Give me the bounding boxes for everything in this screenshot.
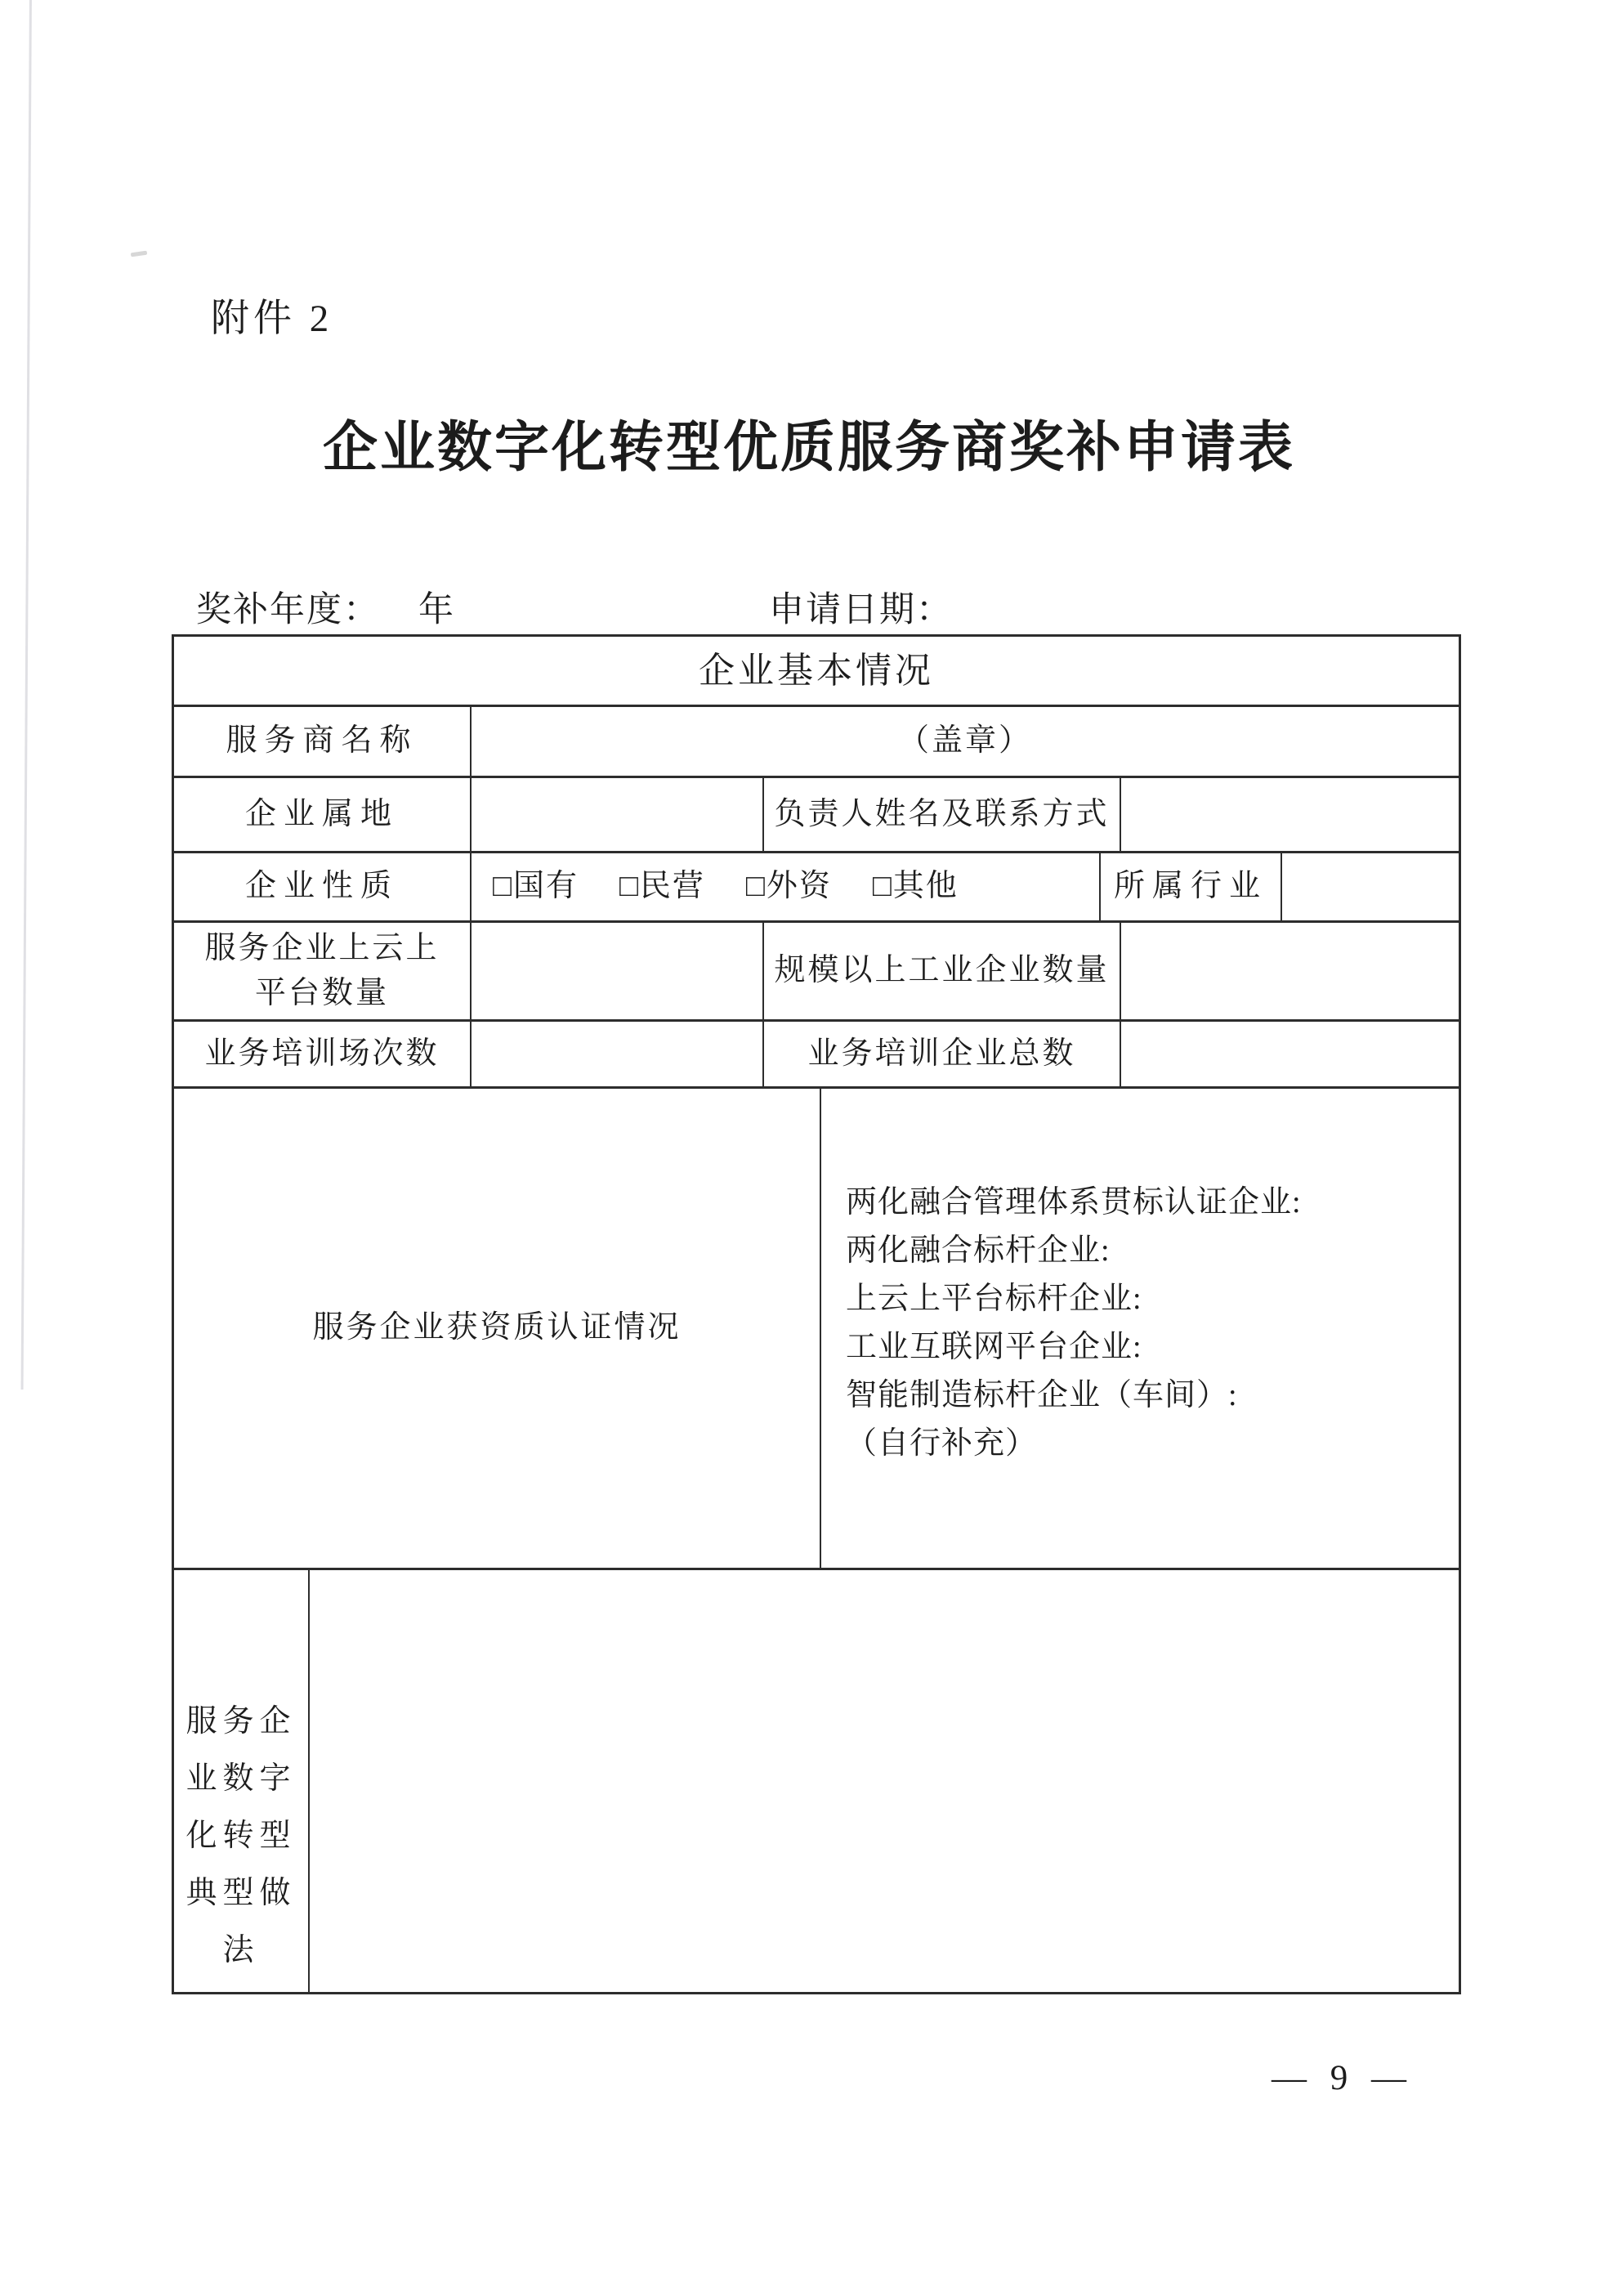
cloud-platform-label-line2: 平台数量 (254, 976, 389, 1010)
contact-label: 负责人姓名及联系方式 (762, 778, 1120, 851)
checkbox-option-other: □其他 (872, 869, 959, 904)
page-number: — 9 — (1272, 2059, 1414, 2097)
cloud-platform-label-line1: 服务企业上云上 (204, 930, 440, 965)
cloud-platform-label (174, 923, 470, 1019)
provider-name-label: 服务商名称 (226, 723, 418, 759)
practice-label (174, 1570, 308, 1992)
scan-artifact-speck (131, 251, 148, 257)
table-row-qualification (174, 1086, 1459, 1568)
training-sessions-value-cell (470, 1022, 762, 1086)
scale-enterprises-value-cell (1120, 923, 1459, 1019)
checkbox-option-private: □民营 (619, 869, 705, 904)
table-row-provider-name (174, 705, 1459, 776)
scan-artifact-line (21, 0, 32, 1390)
nature-label: 企业性质 (244, 869, 399, 904)
practice-label-line2: 业数字 (185, 1761, 297, 1796)
table-row-location (174, 776, 1459, 851)
industry-label: 所属行业 (1099, 853, 1281, 920)
location-label: 企业属地 (244, 796, 399, 831)
scale-enterprises-label: 规模以上工业企业数量 (762, 923, 1120, 1019)
qualification-label: 服务企业获资质认证情况 (312, 1310, 682, 1345)
industry-value-cell (1281, 853, 1459, 920)
qualification-items-cell (820, 1089, 1459, 1568)
table-row-typical-practice (174, 1568, 1459, 1992)
qualification-item-integration-certified: 两化融合管理体系贯标认证企业: (846, 1185, 1302, 1220)
section-header: 企业基本情况 (699, 650, 934, 691)
training-total-value-cell (1120, 1022, 1459, 1086)
practice-label-line4: 典型做 (185, 1876, 297, 1910)
nature-options-cell (470, 853, 1099, 920)
table-row-training (174, 1019, 1459, 1086)
qualification-item-cloud-benchmark: 上云上平台标杆企业: (846, 1282, 1142, 1316)
table-row-cloud-platform (174, 920, 1459, 1019)
checkbox-option-state-owned: □国有 (493, 869, 579, 904)
provider-name-value-cell: （盖章） (470, 707, 1459, 776)
table-row-nature (174, 851, 1459, 920)
practice-label-line1: 服务企 (185, 1704, 297, 1739)
training-sessions-label: 业务培训场次数 (204, 1036, 440, 1071)
location-value-cell (470, 778, 762, 851)
table-row-section-header (174, 637, 1459, 705)
page-title: 企业数字化转型优质服务商奖补申请表 (323, 418, 1295, 478)
training-total-label: 业务培训企业总数 (762, 1022, 1120, 1086)
qualification-item-self-supplement: （自行补充） (846, 1426, 1038, 1461)
cloud-platform-value-cell (470, 923, 762, 1019)
enterprise-info-table (172, 634, 1461, 1994)
qualification-item-industrial-internet: 工业互联网平台企业: (846, 1330, 1142, 1364)
attachment-label: 附件 2 (211, 298, 333, 340)
practice-label-line5: 法 (222, 1933, 260, 1967)
award-year-label: 奖补年度： (196, 591, 380, 629)
qualification-item-smart-manufacturing: 智能制造标杆企业（车间）: (846, 1378, 1238, 1412)
contact-value-cell (1120, 778, 1459, 851)
practice-label-line3: 化转型 (185, 1819, 297, 1853)
award-year-unit: 年 (418, 591, 454, 629)
practice-value-cell (308, 1570, 1459, 1992)
apply-date-label: 申请日期： (769, 591, 953, 629)
qualification-item-integration-benchmark: 两化融合标杆企业: (846, 1233, 1111, 1268)
checkbox-option-foreign: □外资 (745, 869, 832, 904)
meta-line (0, 582, 1618, 629)
